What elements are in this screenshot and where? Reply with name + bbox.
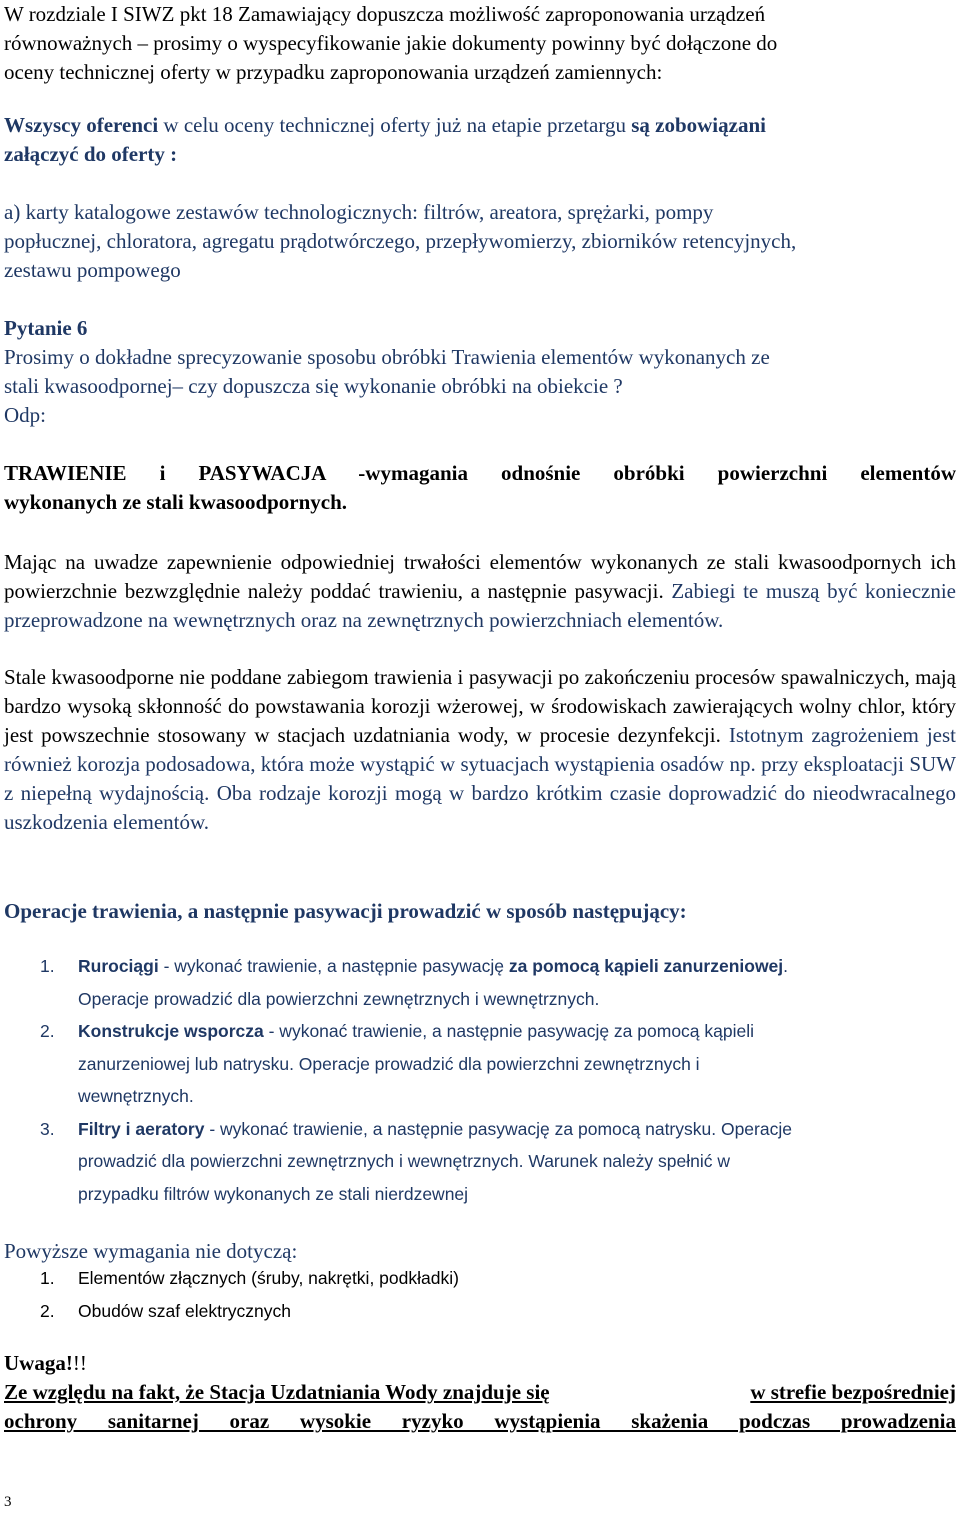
exclusion-item-1-number: 1. [40,1268,55,1288]
answer-1-bold-end: są zobowiązani [631,113,766,137]
operation-item-1-title: Rurociągi [78,956,159,976]
section-title-line-2: wykonanych ze stali kwasoodpornych. [4,490,348,514]
answer-1-bold-start: Wszyscy oferenci [4,113,159,137]
operation-item-3-number: 3. [40,1118,55,1139]
operations-heading: Operacje trawienia, a następnie pasywacji prowadzić w sposób następujący: [4,899,687,923]
intro-question [4,0,956,87]
warning-heading [4,1349,956,1378]
paragraph-2-part-c: Oba rodzaje korozji mogą w bardzo krótkim czasie doprowadzić do nieodwracalnego uszkodzenia elementów. [4,781,957,834]
operation-item-3 [4,1113,956,1211]
item-a-line-3: zestawu pompowego [4,258,181,282]
paragraph-1-part-a: Mając na uwadze zapewnienie odpowiedniej trwałości elementów wykonanych ze stali kwasoodpornych ich powierzchnie bezwzględnie należy poddać trawieniu, a następnie pasywacji. [4,550,956,603]
paragraph-1 [4,548,956,635]
warning-line-1 [4,1378,956,1407]
intro-line-2: równoważnych – prosimy o wyspecyfikowanie jakie dokumenty powinny być dołączone do [4,31,778,55]
operation-item-1-text-2: . [783,956,789,976]
paragraph-2 [4,663,956,837]
operation-item-1 [4,950,956,1015]
answer-1-middle: w celu oceny technicznej oferty już na etapie przetargu [158,113,632,137]
exclusions-heading: Powyższe wymagania nie dotyczą: [4,1239,298,1263]
operation-item-1-number: 1. [40,956,55,976]
operation-item-2 [4,1015,956,1113]
paragraph-2-part-b: Istotnym zagrożeniem jest również korozja podosadowa, która może wystąpić w sytuacjach wystąpienia osadów np. przy eksploatacji SUW z niepełną wydajnością. [4,723,956,805]
operation-item-1-method: za pomocą kąpieli zanurzeniowej [508,956,784,976]
exclusion-item-1-text: Elementów złącznych (śruby, nakrętki, podkładki) [78,1268,459,1288]
paragraph-1-part-b: Zabiegi te muszą być koniecznie przeprowadzone na wewnętrznych oraz na zewnętrznych powierzchniach elementów. [4,579,956,632]
operation-item-3-title: Filtry i aeratory [78,1118,205,1139]
warning-line-1-b: w strefie bezpośredniej [750,1380,956,1404]
operation-item-2-number: 2. [40,1021,55,1041]
exclusion-item-1 [4,1262,956,1295]
exclusions-list [4,1262,956,1327]
operation-item-2-text: - wykonać trawienie, a następnie pasywację za pomocą kąpieli [263,1021,755,1041]
exclusion-item-2-number: 2. [40,1300,55,1321]
operation-item-2-line-3: wewnętrznych. [78,1086,194,1106]
warning [4,1349,956,1436]
operations-list [4,950,956,1210]
question-6-line-1: Prosimy o dokładne sprecyzowanie sposobu obróbki Trawienia elementów wykonanych ze [4,345,770,369]
page-number: 3 [4,1494,12,1510]
answer-1-line-1 [4,111,956,140]
warning-line-2: ochrony sanitarnej oraz wysokie ryzyko wystąpienia skażenia podczas prowadzenia [4,1409,956,1433]
item-a-line-2: popłucznej, chloratora, agregatu prądotwórczego, przepływomierzy, zbiorników retencyjnych, [4,229,797,253]
question-6-line-2: stali kwasoodpornej– czy dopuszcza się wykonanie obróbki na obiekcie ? [4,374,623,398]
exclusion-item-2-text: Obudów szaf elektrycznych [78,1300,292,1321]
item-a [4,198,956,285]
exclusion-item-2 [4,1295,956,1328]
warning-line-1-a: Ze względu na fakt, że Stacja Uzdatniania Wody znajduje się [4,1380,550,1404]
answer-1-line-2: załączyć do oferty : [4,142,178,166]
question-6 [4,314,956,430]
intro-line-1: W rozdziale I SIWZ pkt 18 Zamawiający dopuszcza możliwość zaproponowania urządzeń [4,2,766,26]
section-title [4,459,956,517]
operation-item-3-text: - wykonać trawienie, a następnie pasywację za pomocą natrysku. Operacje [204,1118,792,1139]
operation-item-3-line-2: prowadzić dla powierzchni zewnętrznych i wewnętrznych. Warunek należy spełnić w [78,1151,730,1171]
warning-heading-bold: Uwaga! [4,1351,73,1375]
section-title-line-1: TRAWIENIE i PASYWACJA -wymagania odnośnie obróbki powierzchni elementów [4,461,956,485]
item-a-line-1: a) karty katalogowe zestawów technologicznych: filtrów, areatora, sprężarki, pompy [4,200,714,224]
operation-item-2-title: Konstrukcje wsporcza [78,1021,264,1041]
question-6-heading: Pytanie 6 [4,316,88,340]
operation-item-1-line-2: Operacje prowadzić dla powierzchni zewnętrznych i wewnętrznych. [78,988,600,1009]
operation-item-3-line-3: przypadku filtrów wykonanych ze stali nierdzewnej [78,1183,469,1204]
answer-1 [4,111,956,169]
intro-line-3: oceny technicznej oferty w przypadku zaproponowania urządzeń zamiennych: [4,60,663,84]
operation-item-2-line-2: zanurzeniowej lub natrysku. Operacje prowadzić dla powierzchni zewnętrznych i [78,1053,700,1074]
warning-heading-rest: !! [72,1351,87,1375]
paragraph-2-part-a: Stale kwasoodporne nie poddane zabiegom trawienia i pasywacji po zakończeniu procesów spawalniczych, mają bardzo wysoką skłonność do powstawania korozji wżerowej, w środowiskach zawierających wolny chlor, który jest powszechnie stosowany w stacjach uzdatniania wody, w procesie dezynfekcji. [4,665,956,747]
odp-label: Odp: [4,403,46,427]
operation-item-1-text: - wykonać trawienie, a następnie pasywację [158,956,509,976]
